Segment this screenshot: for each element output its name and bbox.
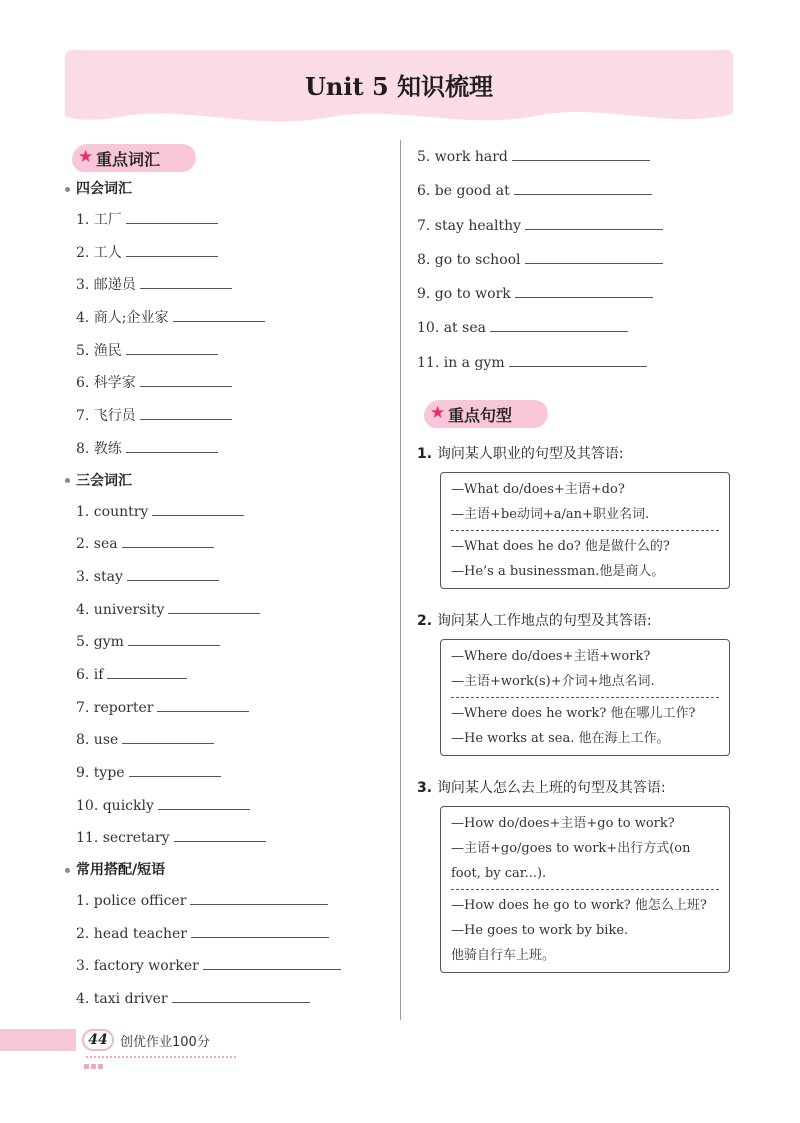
answer-blank[interactable] <box>128 627 220 646</box>
vocab-item: 5. gym <box>60 626 390 659</box>
pattern-line: —What do/does+主语+do? <box>451 482 625 498</box>
answer-blank[interactable] <box>203 951 341 970</box>
dashed-divider <box>451 889 719 890</box>
answer-blank[interactable] <box>140 270 232 289</box>
subhead-label: 三会词汇 <box>76 472 132 489</box>
answer-blank[interactable] <box>490 313 628 332</box>
phrase-item: 8. go to school <box>412 243 742 277</box>
right-column <box>412 140 742 973</box>
phrase-item: 10. at sea <box>412 311 742 345</box>
section-tag-vocab <box>60 140 390 174</box>
answer-blank[interactable] <box>525 211 663 230</box>
left-column <box>60 140 390 1016</box>
title-banner <box>65 50 733 130</box>
vocab-item: 6. 科学家 <box>60 367 390 400</box>
answer-blank[interactable] <box>173 303 265 322</box>
pattern-box <box>440 639 730 756</box>
vocab-item: 2. sea <box>60 528 390 561</box>
dashed-divider <box>451 530 719 531</box>
vocab-item: 3. stay <box>60 561 390 594</box>
subhead-three-skill <box>60 466 390 496</box>
answer-blank[interactable] <box>174 823 266 842</box>
subhead-label: 常用搭配/短语 <box>76 862 166 879</box>
example-line: —He works at sea. 他在海上工作。 <box>451 731 670 747</box>
answer-blank[interactable] <box>525 245 663 264</box>
answer-blank[interactable] <box>126 238 218 257</box>
bullet-dot-icon <box>65 478 70 483</box>
answer-blank[interactable] <box>126 434 218 453</box>
page-title: Unit 5 知识梳理 <box>305 72 493 101</box>
vocab-item: 7. reporter <box>60 692 390 725</box>
vocab-item: 4. 商人;企业家 <box>60 302 390 335</box>
example-line: —How does he go to work? 他怎么上班? <box>451 898 707 914</box>
section-tag-patterns <box>412 396 742 430</box>
answer-blank[interactable] <box>158 791 250 810</box>
answer-blank[interactable] <box>514 176 652 195</box>
vocab-item: 5. 渔民 <box>60 335 390 368</box>
column-divider <box>400 140 401 1020</box>
answer-blank[interactable] <box>127 562 219 581</box>
answer-blank[interactable] <box>190 886 328 905</box>
footer-band <box>0 1029 76 1051</box>
pattern-line: —主语+be动词+a/an+职业名词. <box>451 507 650 523</box>
subhead-four-skill <box>60 174 390 204</box>
pattern-line: —主语+go/goes to work+出行方式(on <box>451 841 691 857</box>
vocab-item: 8. use <box>60 724 390 757</box>
phrase-item: 6. be good at <box>412 174 742 208</box>
star-icon: ★ <box>430 403 446 424</box>
example-line: —He’s a businessman.他是商人。 <box>451 564 665 580</box>
phrase-item: 2. head teacher <box>60 918 390 951</box>
pattern-line: —Where do/does+主语+work? <box>451 649 651 665</box>
vocab-item: 9. type <box>60 757 390 790</box>
vocab-item: 11. secretary <box>60 822 390 855</box>
pattern-box <box>440 472 730 589</box>
answer-blank[interactable] <box>126 336 218 355</box>
answer-blank[interactable] <box>512 142 650 161</box>
question-title: 3. 询问某人怎么去上班的句型及其答语: <box>417 780 666 797</box>
vocab-item: 1. 工厂 <box>60 204 390 237</box>
phrase-item: 9. go to work <box>412 277 742 311</box>
answer-blank[interactable] <box>509 348 647 367</box>
section-title-patterns: 重点句型 <box>448 406 513 426</box>
answer-blank[interactable] <box>172 984 310 1003</box>
vocab-item: 6. if <box>60 659 390 692</box>
pattern-line: foot, by car...). <box>451 866 547 882</box>
answer-blank[interactable] <box>129 758 221 777</box>
example-line: 他骑自行车上班。 <box>451 948 556 964</box>
phrase-item: 5. work hard <box>412 140 742 174</box>
phrase-item: 1. police officer <box>60 885 390 918</box>
star-icon: ★ <box>78 147 94 167</box>
answer-blank[interactable] <box>152 497 244 516</box>
answer-blank[interactable] <box>140 401 232 420</box>
vocab-item: 1. country <box>60 496 390 529</box>
answer-blank[interactable] <box>126 205 218 224</box>
pattern-line: —主语+work(s)+介词+地点名词. <box>451 674 655 690</box>
bullet-dot-icon <box>65 868 70 873</box>
example-line: —Where does he work? 他在哪儿工作? <box>451 706 696 722</box>
question-title: 1. 询问某人职业的句型及其答语: <box>417 446 624 463</box>
answer-blank[interactable] <box>168 595 260 614</box>
example-line: —He goes to work by bike. <box>451 923 629 939</box>
dashed-divider <box>451 697 719 698</box>
book-title: 创优作业100分 <box>120 1035 210 1050</box>
answer-blank[interactable] <box>122 529 214 548</box>
page-number: 44 <box>82 1029 114 1051</box>
footer-dotted-line <box>86 1056 236 1058</box>
pattern-box <box>440 806 730 973</box>
pattern-line: —How do/does+主语+go to work? <box>451 816 675 832</box>
phrase-item: 11. in a gym <box>412 346 742 380</box>
vocab-item: 10. quickly <box>60 790 390 823</box>
vocab-item: 8. 教练 <box>60 433 390 466</box>
answer-blank[interactable] <box>107 660 187 679</box>
vocab-item: 2. 工人 <box>60 237 390 270</box>
answer-blank[interactable] <box>140 368 232 387</box>
answer-blank[interactable] <box>157 693 249 712</box>
vocab-item: 7. 飞行员 <box>60 400 390 433</box>
phrase-item: 4. taxi driver <box>60 983 390 1016</box>
bullet-dot-icon <box>65 187 70 192</box>
section-title-vocab: 重点词汇 <box>96 150 161 169</box>
answer-blank[interactable] <box>122 725 214 744</box>
question-title: 2. 询问某人工作地点的句型及其答语: <box>417 613 652 630</box>
subhead-label: 四会词汇 <box>76 181 132 197</box>
example-line: —What does he do? 他是做什么的? <box>451 539 670 555</box>
vocab-item: 3. 邮递员 <box>60 269 390 302</box>
subhead-phrases <box>60 855 390 885</box>
vocab-item: 4. university <box>60 594 390 627</box>
phrase-item: 7. stay healthy <box>412 209 742 243</box>
answer-blank[interactable] <box>191 919 329 938</box>
phrase-item: 3. factory worker <box>60 950 390 983</box>
answer-blank[interactable] <box>515 279 653 298</box>
